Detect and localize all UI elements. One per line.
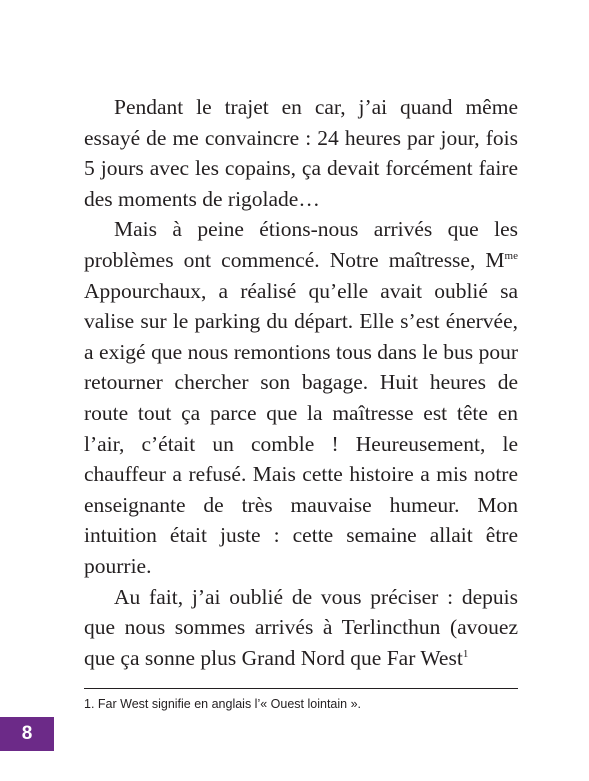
footnote: 1. Far West signifie en anglais l’« Ouest lointain ».: [84, 697, 361, 711]
footnote-reference: 1: [462, 647, 469, 660]
paragraph-1: [84, 92, 518, 214]
paragraph-2: [84, 214, 518, 581]
paragraph-text: Mais à peine étions-nous arrivés que les problèmes ont commencé. Notre maîtresse, M: [84, 217, 518, 272]
paragraph-text: Pendant le trajet en car, j’ai quand même essayé de me convaincre : 24 heures par jour, fois 5 jours avec les copains, ça devait forcément faire des moments de rigolade…: [84, 95, 518, 211]
page-number: 8: [21, 723, 33, 744]
page-number-tab: [0, 717, 54, 751]
page-body: [84, 92, 518, 673]
paragraph-3: [84, 582, 518, 674]
paragraph-text: Au fait, j’ai oublié de vous préciser : depuis que nous sommes arrivés à Terlincthun (avouez que ça sonne plus Grand Nord que Far West: [84, 584, 518, 670]
superscript-abbreviation: me: [504, 249, 518, 262]
paragraph-text: Appourchaux, a réalisé qu’elle avait oublié sa valise sur le parking du départ. Elle s’est énervée, a exigé que nous remontions tous dans le bus pour retourner chercher son bagage. Huit heures de route tout ça parce que la maîtresse est tête en l’air, c’était un comble ! Heureusement, le chauffeur a refusé. Mais cette histoire a mis notre enseignante de très mauvaise humeur. Mon intuition était juste : cette semaine allait être pourrie.: [84, 278, 518, 578]
footnote-divider: [84, 688, 518, 689]
